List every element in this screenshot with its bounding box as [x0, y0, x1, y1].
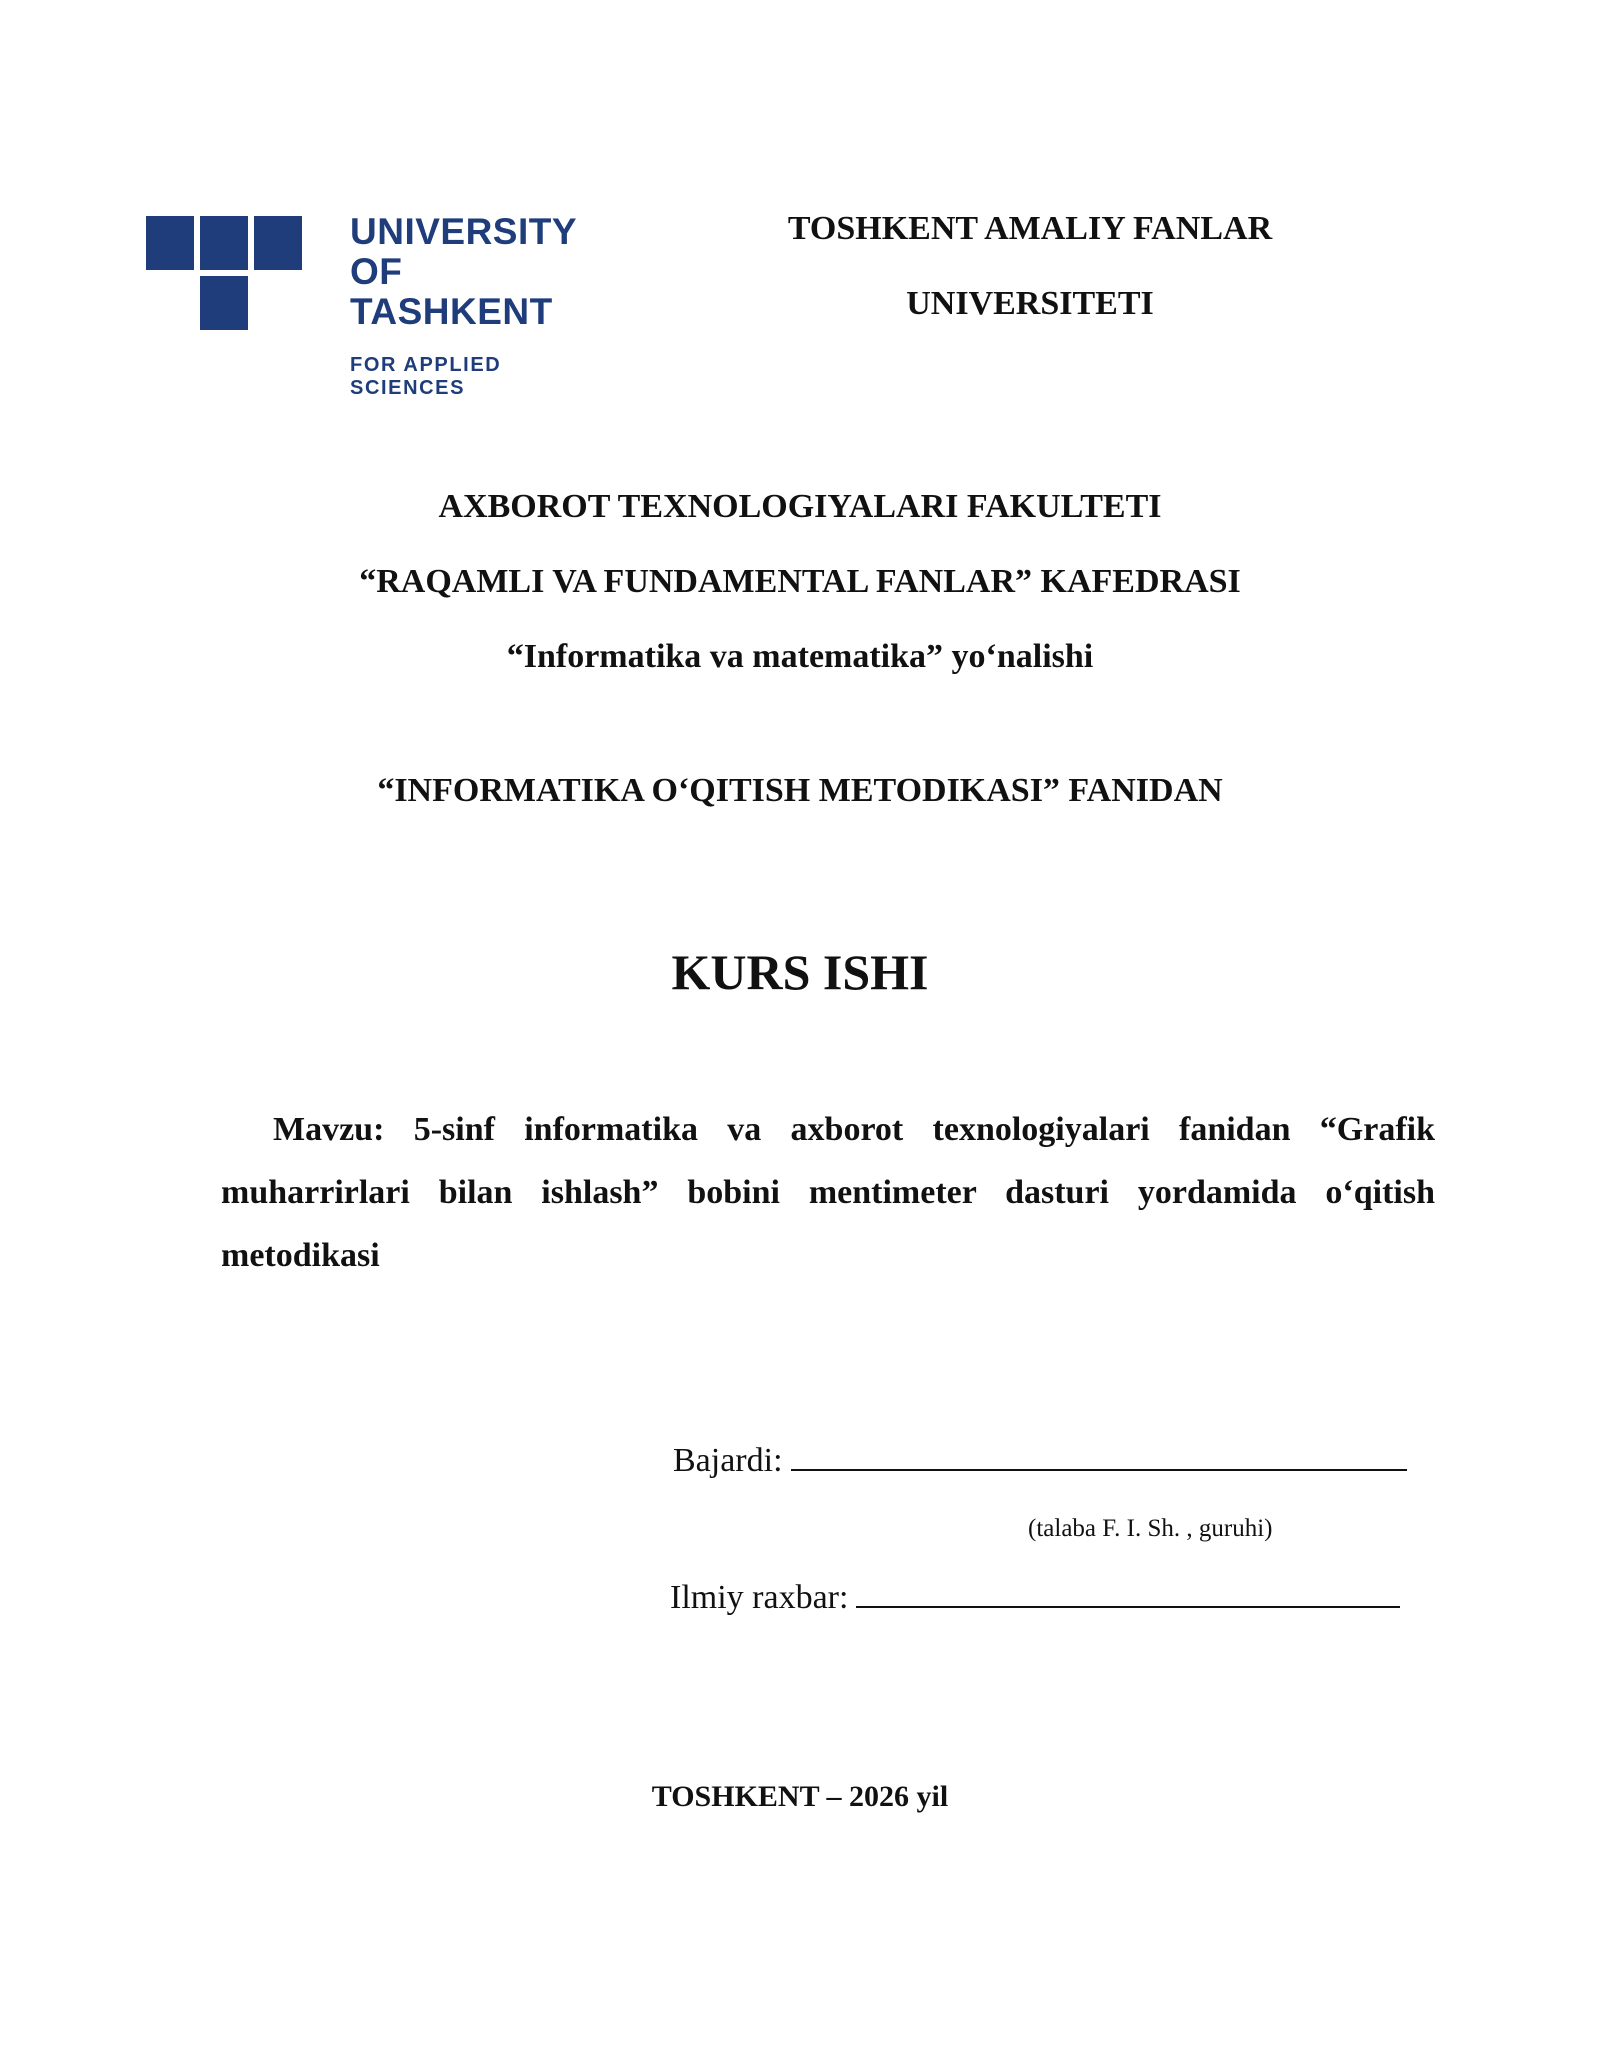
faculty-title: AXBOROT TEXNOLOGIYALARI FAKULTETI — [438, 488, 1162, 525]
performed-by-row — [673, 1442, 1407, 1480]
supervisor-row — [670, 1579, 1400, 1617]
logo-square-icon — [146, 216, 194, 270]
logo-line-1: UNIVERSITY — [350, 211, 578, 252]
logo-line-3: FOR APPLIED SCIENCES — [350, 354, 502, 399]
department-title: “RAQAMLI VA FUNDAMENTAL FANLAR” KAFEDRASI — [359, 563, 1241, 600]
topic-paragraph: Mavzu: 5-sinf informatika va axborot texnologiyalari fanidan “Grafik muharrirlari bilan ishlash” bobini mentimeter dasturi yordamida o‘qitish metodikasi — [221, 1111, 1435, 1274]
performed-by-signature-line — [791, 1443, 1407, 1471]
supervisor-label: Ilmiy raxbar: — [670, 1579, 849, 1616]
logo-square-icon — [200, 276, 248, 330]
performed-by-hint: (talaba F. I. Sh. , guruhi) — [1028, 1515, 1273, 1542]
logo-line-2: OF TASHKENT — [350, 251, 553, 332]
logo-square-icon — [200, 216, 248, 270]
performed-by-label: Bajardi: — [673, 1442, 783, 1479]
university-name-line-2: UNIVERSITETI — [906, 285, 1154, 322]
direction-title: “Informatika va matematika” yo‘nalishi — [506, 638, 1094, 675]
university-name-line-1: TOSHKENT AMALIY FANLAR — [787, 210, 1273, 247]
logo-wordmark — [350, 212, 606, 400]
supervisor-signature-line — [856, 1580, 1400, 1608]
city-year-footer: TOSHKENT – 2026 yil — [651, 1780, 949, 1813]
university-logo — [146, 211, 606, 399]
logo-square-icon — [254, 216, 302, 270]
subject-title: “INFORMATIKA O‘QITISH METODIKASI” FANIDAN — [377, 772, 1223, 809]
document-type-title: KURS ISHI — [671, 944, 929, 1000]
